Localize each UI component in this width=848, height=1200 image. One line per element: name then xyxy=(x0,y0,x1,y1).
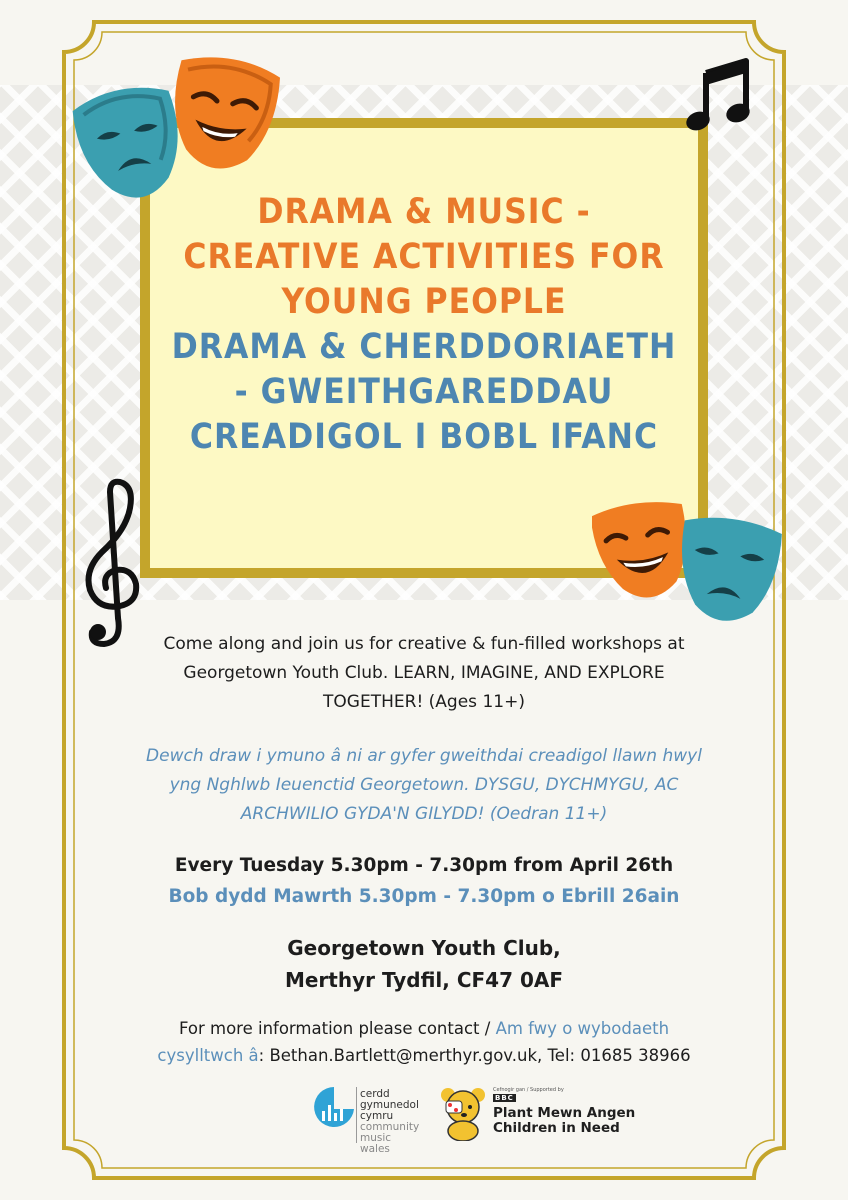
intro-welsh xyxy=(100,742,748,829)
community-music-wales-logo xyxy=(312,1085,432,1155)
poster-title xyxy=(150,190,698,460)
bear-mascot-icon xyxy=(436,1085,490,1141)
bbc-wordmark: BBC xyxy=(495,1094,514,1102)
title-cy-line-1: DRAMA & CHERDDORIAETH xyxy=(171,327,677,367)
community-music-wales-text xyxy=(360,1089,419,1155)
theatre-masks-icon xyxy=(592,492,782,634)
title-welsh xyxy=(150,325,698,460)
contact-line-1 xyxy=(100,1015,748,1042)
contact-english-prefix: For more information please contact / xyxy=(178,1019,496,1038)
contact-welsh-part-2: cysylltwch â xyxy=(157,1046,259,1065)
intro-en-line: Come along and join us for creative & fun-filled workshops at xyxy=(163,634,685,654)
title-en-line-3: YOUNG PEOPLE xyxy=(281,282,567,322)
logo-line: community xyxy=(360,1121,420,1133)
title-en-line-2: CREATIVE ACTIVITIES FOR xyxy=(183,237,665,277)
logo-line: cerdd xyxy=(360,1088,390,1100)
venue-address xyxy=(100,932,748,996)
contact-info xyxy=(100,1015,748,1069)
logo-line: wales xyxy=(360,1143,390,1155)
schedule-english: Every Tuesday 5.30pm - 7.30pm from April 26th xyxy=(174,855,674,876)
music-note-icon xyxy=(684,55,754,135)
contact-line-2 xyxy=(100,1042,748,1069)
logo-line: cymru xyxy=(360,1110,394,1122)
logo-divider xyxy=(356,1087,357,1143)
children-in-need-name xyxy=(493,1106,635,1136)
logo-line: Plant Mewn Angen xyxy=(493,1105,636,1121)
schedule-welsh: Bob dydd Mawrth 5.30pm - 7.30pm o Ebrill 26ain xyxy=(168,886,680,907)
venue-line: Georgetown Youth Club, xyxy=(287,936,561,960)
title-en-line-1: DRAMA & MUSIC - xyxy=(257,192,591,232)
children-in-need-logo xyxy=(436,1085,636,1147)
intro-en-line: Georgetown Youth Club. LEARN, IMAGINE, AND EXPLORE xyxy=(183,663,665,683)
logo-line: music xyxy=(360,1132,392,1144)
intro-english xyxy=(100,630,748,717)
title-cy-line-2: - GWEITHGAREDDAU xyxy=(234,372,614,412)
contact-details: : Bethan.Bartlett@merthyr.gov.uk, Tel: 01685 38966 xyxy=(258,1046,691,1065)
title-cy-line-3: CREADIGOL I BOBL IFANC xyxy=(189,417,659,457)
theatre-masks-icon xyxy=(70,40,290,215)
intro-en-line: TOGETHER! (Ages 11+) xyxy=(323,692,525,712)
community-music-wales-icon xyxy=(312,1085,356,1131)
treble-clef-icon xyxy=(80,478,152,654)
intro-cy-line: Dewch draw i ymuno â ni ar gyfer gweithdai creadigol llawn hwyl xyxy=(146,746,702,766)
intro-cy-line: ARCHWILIO GYDA'N GILYDD! (Oedran 11+) xyxy=(240,804,608,824)
logo-line: gymunedol xyxy=(360,1099,419,1111)
contact-welsh-part-1: Am fwy o wybodaeth xyxy=(495,1019,670,1038)
supported-by-text: Cefnogir gan / Supported by xyxy=(493,1087,564,1093)
intro-cy-line: yng Nghlwb Ieuenctid Georgetown. DYSGU, DYCHMYGU, AC xyxy=(169,775,679,795)
venue-line: Merthyr Tydfil, CF47 0AF xyxy=(284,968,564,992)
logo-line: Children in Need xyxy=(493,1120,620,1136)
